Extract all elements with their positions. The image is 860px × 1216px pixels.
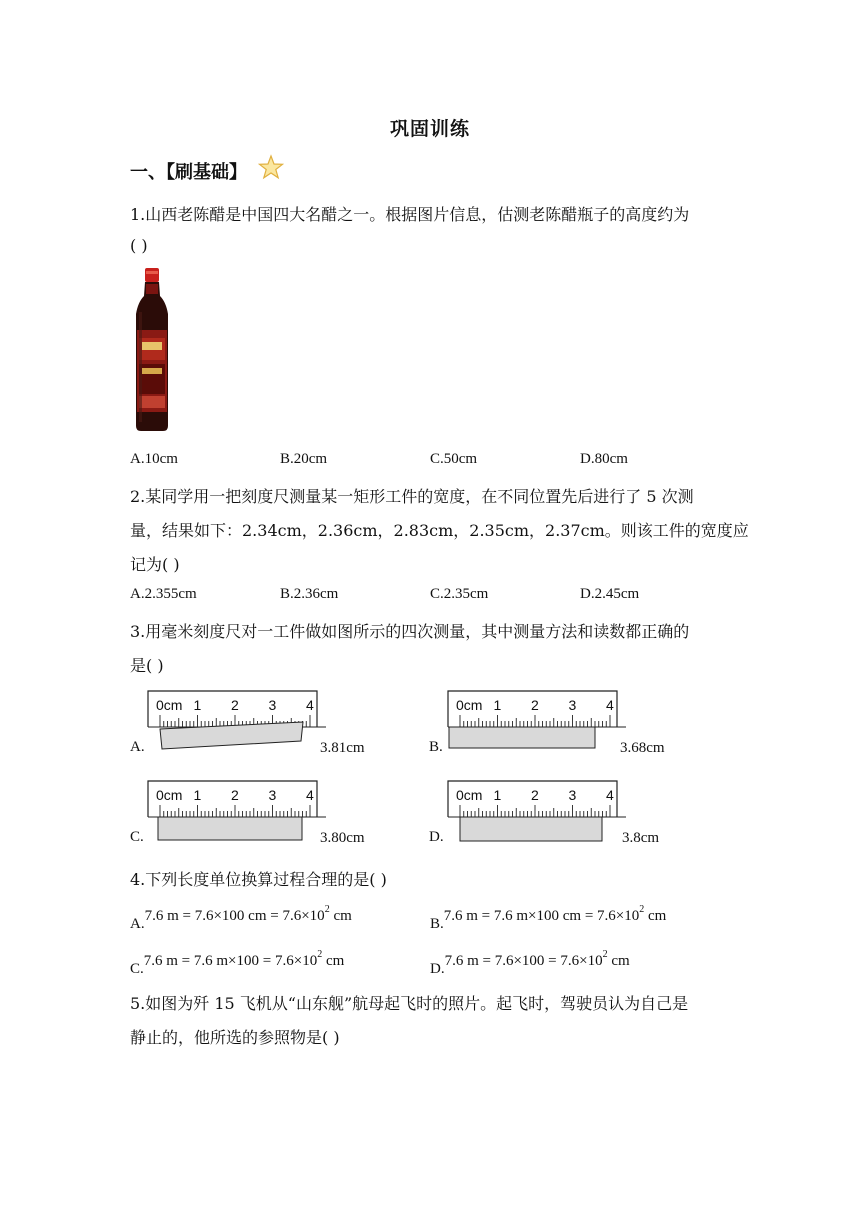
- q4-option-c-unit: cm: [322, 953, 345, 969]
- question-5-blank: 静止的，他所选的参照物是( ): [130, 1028, 340, 1047]
- question-4-text: 4.下列长度单位换算过程合理的是( ): [130, 870, 387, 889]
- ruler-number-label: 4: [306, 697, 314, 713]
- ruler-number-label: 3: [268, 697, 277, 713]
- q4-option-a-exp: 2: [324, 904, 330, 915]
- q4-option-a-unit: cm: [329, 908, 352, 924]
- q4-option-c[interactable]: [130, 949, 345, 977]
- q4-option-b-exp: 2: [639, 904, 645, 915]
- ruler-number-label: 1: [193, 697, 202, 713]
- q4-option-b-expr: 7.6 m = 7.6 m×100 cm = 7.6×10: [443, 908, 640, 924]
- q1-option-b[interactable]: B.20cm: [280, 451, 328, 467]
- question-3-text: 3.用毫米刻度尺对一工件做如图所示的四次测量，其中测量方法和读数都正确的: [130, 622, 690, 641]
- question-2-blank: 记为( ): [130, 555, 180, 574]
- q4-option-d-exp: 2: [602, 949, 608, 960]
- q1-option-a[interactable]: A.10cm: [130, 451, 178, 467]
- vinegar-bottle-image: [130, 268, 174, 432]
- q1-option-c[interactable]: C.50cm: [430, 451, 478, 467]
- q3-option-b-value: 3.68cm: [620, 740, 665, 756]
- q2-option-a[interactable]: A.2.355cm: [130, 586, 197, 602]
- q4-option-a[interactable]: [130, 904, 352, 932]
- ruler-number-label: 3: [268, 787, 277, 803]
- q4-option-b-letter: B.: [430, 916, 444, 932]
- question-1-blank: ( ): [130, 236, 148, 255]
- q2-option-b[interactable]: B.2.36cm: [280, 586, 339, 602]
- q4-option-c-expr: 7.6 m = 7.6 m×100 = 7.6×10: [143, 953, 318, 969]
- ruler-number-label: 4: [606, 787, 614, 803]
- q4-option-a-expr: 7.6 m = 7.6×100 cm = 7.6×10: [144, 908, 325, 924]
- q4-option-d-letter: D.: [430, 961, 445, 977]
- ruler-diagram-a: [146, 689, 336, 759]
- q2-option-c[interactable]: C.2.35cm: [430, 586, 489, 602]
- q4-option-d-unit: cm: [607, 953, 630, 969]
- q3-option-a[interactable]: A.: [130, 739, 145, 755]
- q4-option-d-expr: 7.6 m = 7.6×100 = 7.6×10: [444, 953, 603, 969]
- q1-option-d[interactable]: D.80cm: [580, 451, 628, 467]
- q3-option-d[interactable]: D.: [429, 829, 444, 845]
- star-icon: [258, 154, 284, 184]
- ruler-number-label: 4: [306, 787, 314, 803]
- page-title: 巩固训练: [389, 118, 470, 140]
- q3-option-c[interactable]: C.: [130, 829, 144, 845]
- ruler-number-label: 3: [568, 697, 577, 713]
- q4-option-b-unit: cm: [644, 908, 667, 924]
- ruler-number-label: 2: [231, 787, 239, 803]
- question-1-text: 1.山西老陈醋是中国四大名醋之一。根据图片信息，估测老陈醋瓶子的高度约为: [130, 205, 690, 224]
- q3-option-b[interactable]: B.: [429, 739, 443, 755]
- ruler-unit-label: 0cm: [156, 697, 183, 713]
- ruler-number-label: 1: [493, 697, 502, 713]
- ruler-number-label: 1: [493, 787, 502, 803]
- ruler-diagram-d: [446, 779, 636, 849]
- q4-option-b[interactable]: [430, 904, 667, 932]
- section-heading: 一、【刷基础】: [130, 162, 247, 183]
- ruler-number-label: 1: [193, 787, 202, 803]
- question-3-blank: 是( ): [130, 656, 164, 675]
- q4-option-a-letter: A.: [130, 916, 145, 932]
- q3-option-c-value: 3.80cm: [320, 830, 365, 846]
- ruler-number-label: 2: [231, 697, 239, 713]
- q2-option-d[interactable]: D.2.45cm: [580, 586, 640, 602]
- question-5-text: 5.如图为歼 15 飞机从“山东舰”航母起飞时的照片。起飞时，驾驶员认为自己是: [130, 994, 689, 1013]
- q4-option-c-letter: C.: [130, 961, 144, 977]
- q4-option-d[interactable]: [430, 949, 630, 977]
- ruler-number-label: 3: [568, 787, 577, 803]
- ruler-number-label: 4: [606, 697, 614, 713]
- ruler-unit-label: 0cm: [456, 697, 483, 713]
- ruler-number-label: 2: [531, 787, 539, 803]
- ruler-unit-label: 0cm: [456, 787, 483, 803]
- ruler-unit-label: 0cm: [156, 787, 183, 803]
- ruler-diagram-b: [446, 689, 636, 759]
- q4-option-c-exp: 2: [317, 949, 323, 960]
- q3-option-d-value: 3.8cm: [622, 830, 660, 846]
- question-2-text-2: 量，结果如下：2.34cm，2.36cm，2.83cm，2.35cm，2.37cm。则该工件的宽度应: [130, 521, 749, 540]
- q3-option-a-value: 3.81cm: [320, 740, 365, 756]
- ruler-number-label: 2: [531, 697, 539, 713]
- question-2-text: 2.某同学用一把刻度尺测量某一矩形工件的宽度，在不同位置先后进行了 5 次测: [130, 487, 694, 506]
- ruler-diagram-c: [146, 779, 336, 849]
